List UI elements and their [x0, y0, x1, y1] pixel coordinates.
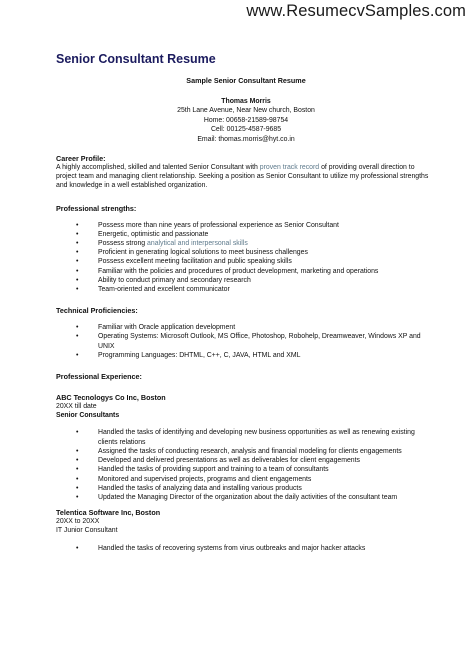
contact-block [56, 97, 436, 144]
document-subtitle: Sample Senior Consultant Resume [186, 76, 306, 85]
contact-home-phone: Home: 00658-21589-98754 [203, 116, 289, 124]
technical-list [56, 323, 436, 360]
contact-address: 25th Lane Avenue, Near New church, Boston [177, 107, 315, 115]
job-dates: 20XX till date [56, 403, 97, 411]
career-text-highlight: proven track record [259, 164, 320, 172]
career-profile-text [56, 163, 436, 191]
job-company: Telentica Software Inc, Boston [56, 508, 161, 518]
job-role: Senior Consultants [56, 412, 120, 420]
list-item: • Assigned the tasks of conducting research, analysis and financial modeling for clients engagements [76, 447, 436, 456]
list-item: • Handled the tasks of providing support and training to a team of consultants [76, 465, 436, 474]
resume-document [56, 52, 436, 553]
list-item: • Handled the tasks of identifying and developing new business opportunities as well as renewing existing clients relations [76, 428, 436, 446]
job-duties-list [56, 544, 436, 553]
job-company: ABC Tecnologys Co Inc, Boston [56, 393, 166, 403]
career-profile-heading: Career Profile: [56, 154, 106, 164]
job-role: IT Junior Consultant [56, 527, 118, 535]
strengths-list [56, 221, 436, 295]
list-item: • Team-oriented and excellent communicator [76, 285, 436, 294]
job-duties-list [56, 428, 436, 502]
list-item: • Handled the tasks of recovering systems from virus outbreaks and major hacker attacks [76, 544, 436, 553]
list-item: • Ability to conduct primary and secondary research [76, 276, 436, 285]
career-text-part1: A highly accomplished, skilled and talented Senior Consultant with [56, 164, 260, 172]
contact-email: Email: thomas.morris@hyt.co.in [197, 135, 295, 143]
list-item: • Developed and delivered presentations as well as deliverables for client engagements [76, 456, 436, 465]
list-item: • Monitored and supervised projects, programs and client engagements [76, 475, 436, 484]
document-title: Senior Consultant Resume [56, 52, 216, 66]
list-item: • Energetic, optimistic and passionate [76, 230, 436, 239]
list-item: • Handled the tasks of analyzing data and installing various products [76, 484, 436, 493]
list-item: • Updated the Managing Director of the organization about the daily activities of the consultant team [76, 493, 436, 502]
list-item [76, 239, 436, 248]
list-item: • Familiar with Oracle application development [76, 323, 436, 332]
strength-text-pre: Possess strong [98, 240, 148, 248]
list-item: • Familiar with the policies and procedures of product development, marketing and operations [76, 267, 436, 276]
job-dates: 20XX to 20XX [56, 518, 100, 526]
list-item: • Operating Systems: Microsoft Outlook, MS Office, Photoshop, Robohelp, Dreamweaver, Windows XP and UNIX [76, 332, 436, 350]
site-watermark: www.ResumecvSamples.com [246, 2, 466, 20]
strength-text-highlight: analytical and interpersonal skills [147, 240, 248, 248]
list-item: • Possess excellent meeting facilitation and public speaking skills [76, 257, 436, 266]
list-item: • Possess more than nine years of professional experience as Senior Consultant [76, 221, 436, 230]
list-item: • Programming Languages: DHTML, C++, C, JAVA, HTML and XML [76, 351, 436, 360]
strengths-heading: Professional strengths: [56, 203, 137, 213]
experience-heading: Professional Experience: [56, 372, 142, 382]
contact-name: Thomas Morris [221, 98, 271, 105]
contact-cell-phone: Cell: 00125-4587-9685 [210, 126, 282, 134]
technical-heading: Technical Proficiencies: [56, 306, 138, 316]
list-item: • Proficient in generating logical solutions to meet business challenges [76, 248, 436, 257]
career-text-part2: of providing overall direction to project team and managing client relationship. Seeking a position as Senior Consultant to utilize my professional strengths and knowledge in a well established organization. [56, 164, 429, 190]
